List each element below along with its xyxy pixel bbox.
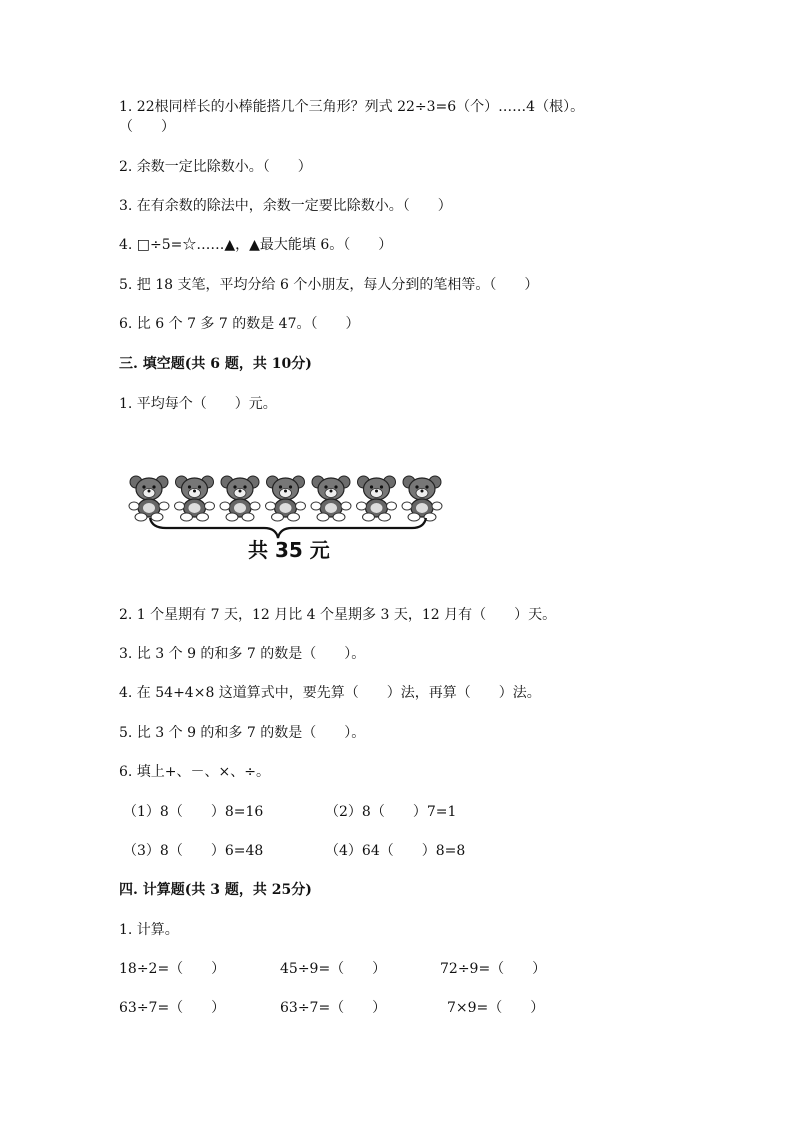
fill-question-2: 2. 1 个星期有 7 天，12 月比 4 个星期多 3 天，12 月有（ ）天。	[119, 607, 557, 623]
question-2: 2. 余数一定比除数小。（ ）	[119, 159, 312, 175]
question-3: 3. 在有余数的除法中，余数一定要比除数小。（ ）	[119, 198, 452, 214]
bear-icon	[357, 476, 397, 521]
section-title-calculation: 四. 计算题(共 3 题，共 25分)	[119, 882, 312, 898]
bear-icon	[129, 476, 169, 521]
bear-icon	[175, 476, 215, 521]
question-6: 6. 比 6 个 7 多 7 的数是 47。（ ）	[119, 316, 360, 332]
question-1: 1. 22根同样长的小棒能搭几个三角形？列式 22÷3=6（个）……4（根）。	[119, 99, 585, 115]
calc-item-2[interactable]: 45÷9=（ ）	[280, 961, 387, 977]
fill-question-5: 5. 比 3 个 9 的和多 7 的数是（ ）。	[119, 725, 366, 741]
fill-question-1: 1. 平均每个（ ）元。	[119, 396, 277, 412]
question-1-answer-blank[interactable]: （ ）	[119, 119, 175, 135]
question-5: 5. 把 18 支笔，平均分给 6 个小朋友，每人分到的笔相等。（ ）	[119, 277, 539, 293]
calc-item-5[interactable]: 63÷7=（ ）	[280, 1000, 387, 1016]
fill-question-4: 4. 在 54+4×8 这道算式中，要先算（ ）法，再算（ ）法。	[119, 685, 541, 701]
fill-operator-item-1[interactable]: （1）8（ ）8=16	[123, 804, 264, 820]
fill-operator-item-3[interactable]: （3）8（ ）6=48	[123, 843, 264, 859]
calc-item-1[interactable]: 18÷2=（ ）	[119, 961, 226, 977]
bear-icon	[311, 476, 351, 521]
fill-operator-item-4[interactable]: （4）64（ ）8=8	[325, 843, 466, 859]
fill-question-3: 3. 比 3 个 9 的和多 7 的数是（ ）。	[119, 646, 366, 662]
bear-icon	[220, 476, 260, 521]
fill-operator-item-2[interactable]: （2）8（ ）7=1	[325, 804, 457, 820]
bear-icon	[266, 476, 306, 521]
fill-question-6: 6. 填上+、－、×、÷。	[119, 764, 270, 780]
total-price-caption: 共 35 元	[248, 538, 330, 562]
calc-question-1: 1. 计算。	[119, 922, 179, 938]
section-title-fill-in: 三. 填空题(共 6 题，共 10分)	[119, 356, 312, 372]
bear-icon	[402, 476, 442, 521]
question-4: 4. □÷5=☆……▲，▲最大能填 6。（ ）	[119, 237, 393, 253]
calc-item-4[interactable]: 63÷7=（ ）	[119, 1000, 226, 1016]
calc-item-3[interactable]: 72÷9=（ ）	[440, 961, 547, 977]
calc-item-6[interactable]: 7×9=（ ）	[447, 1000, 545, 1016]
